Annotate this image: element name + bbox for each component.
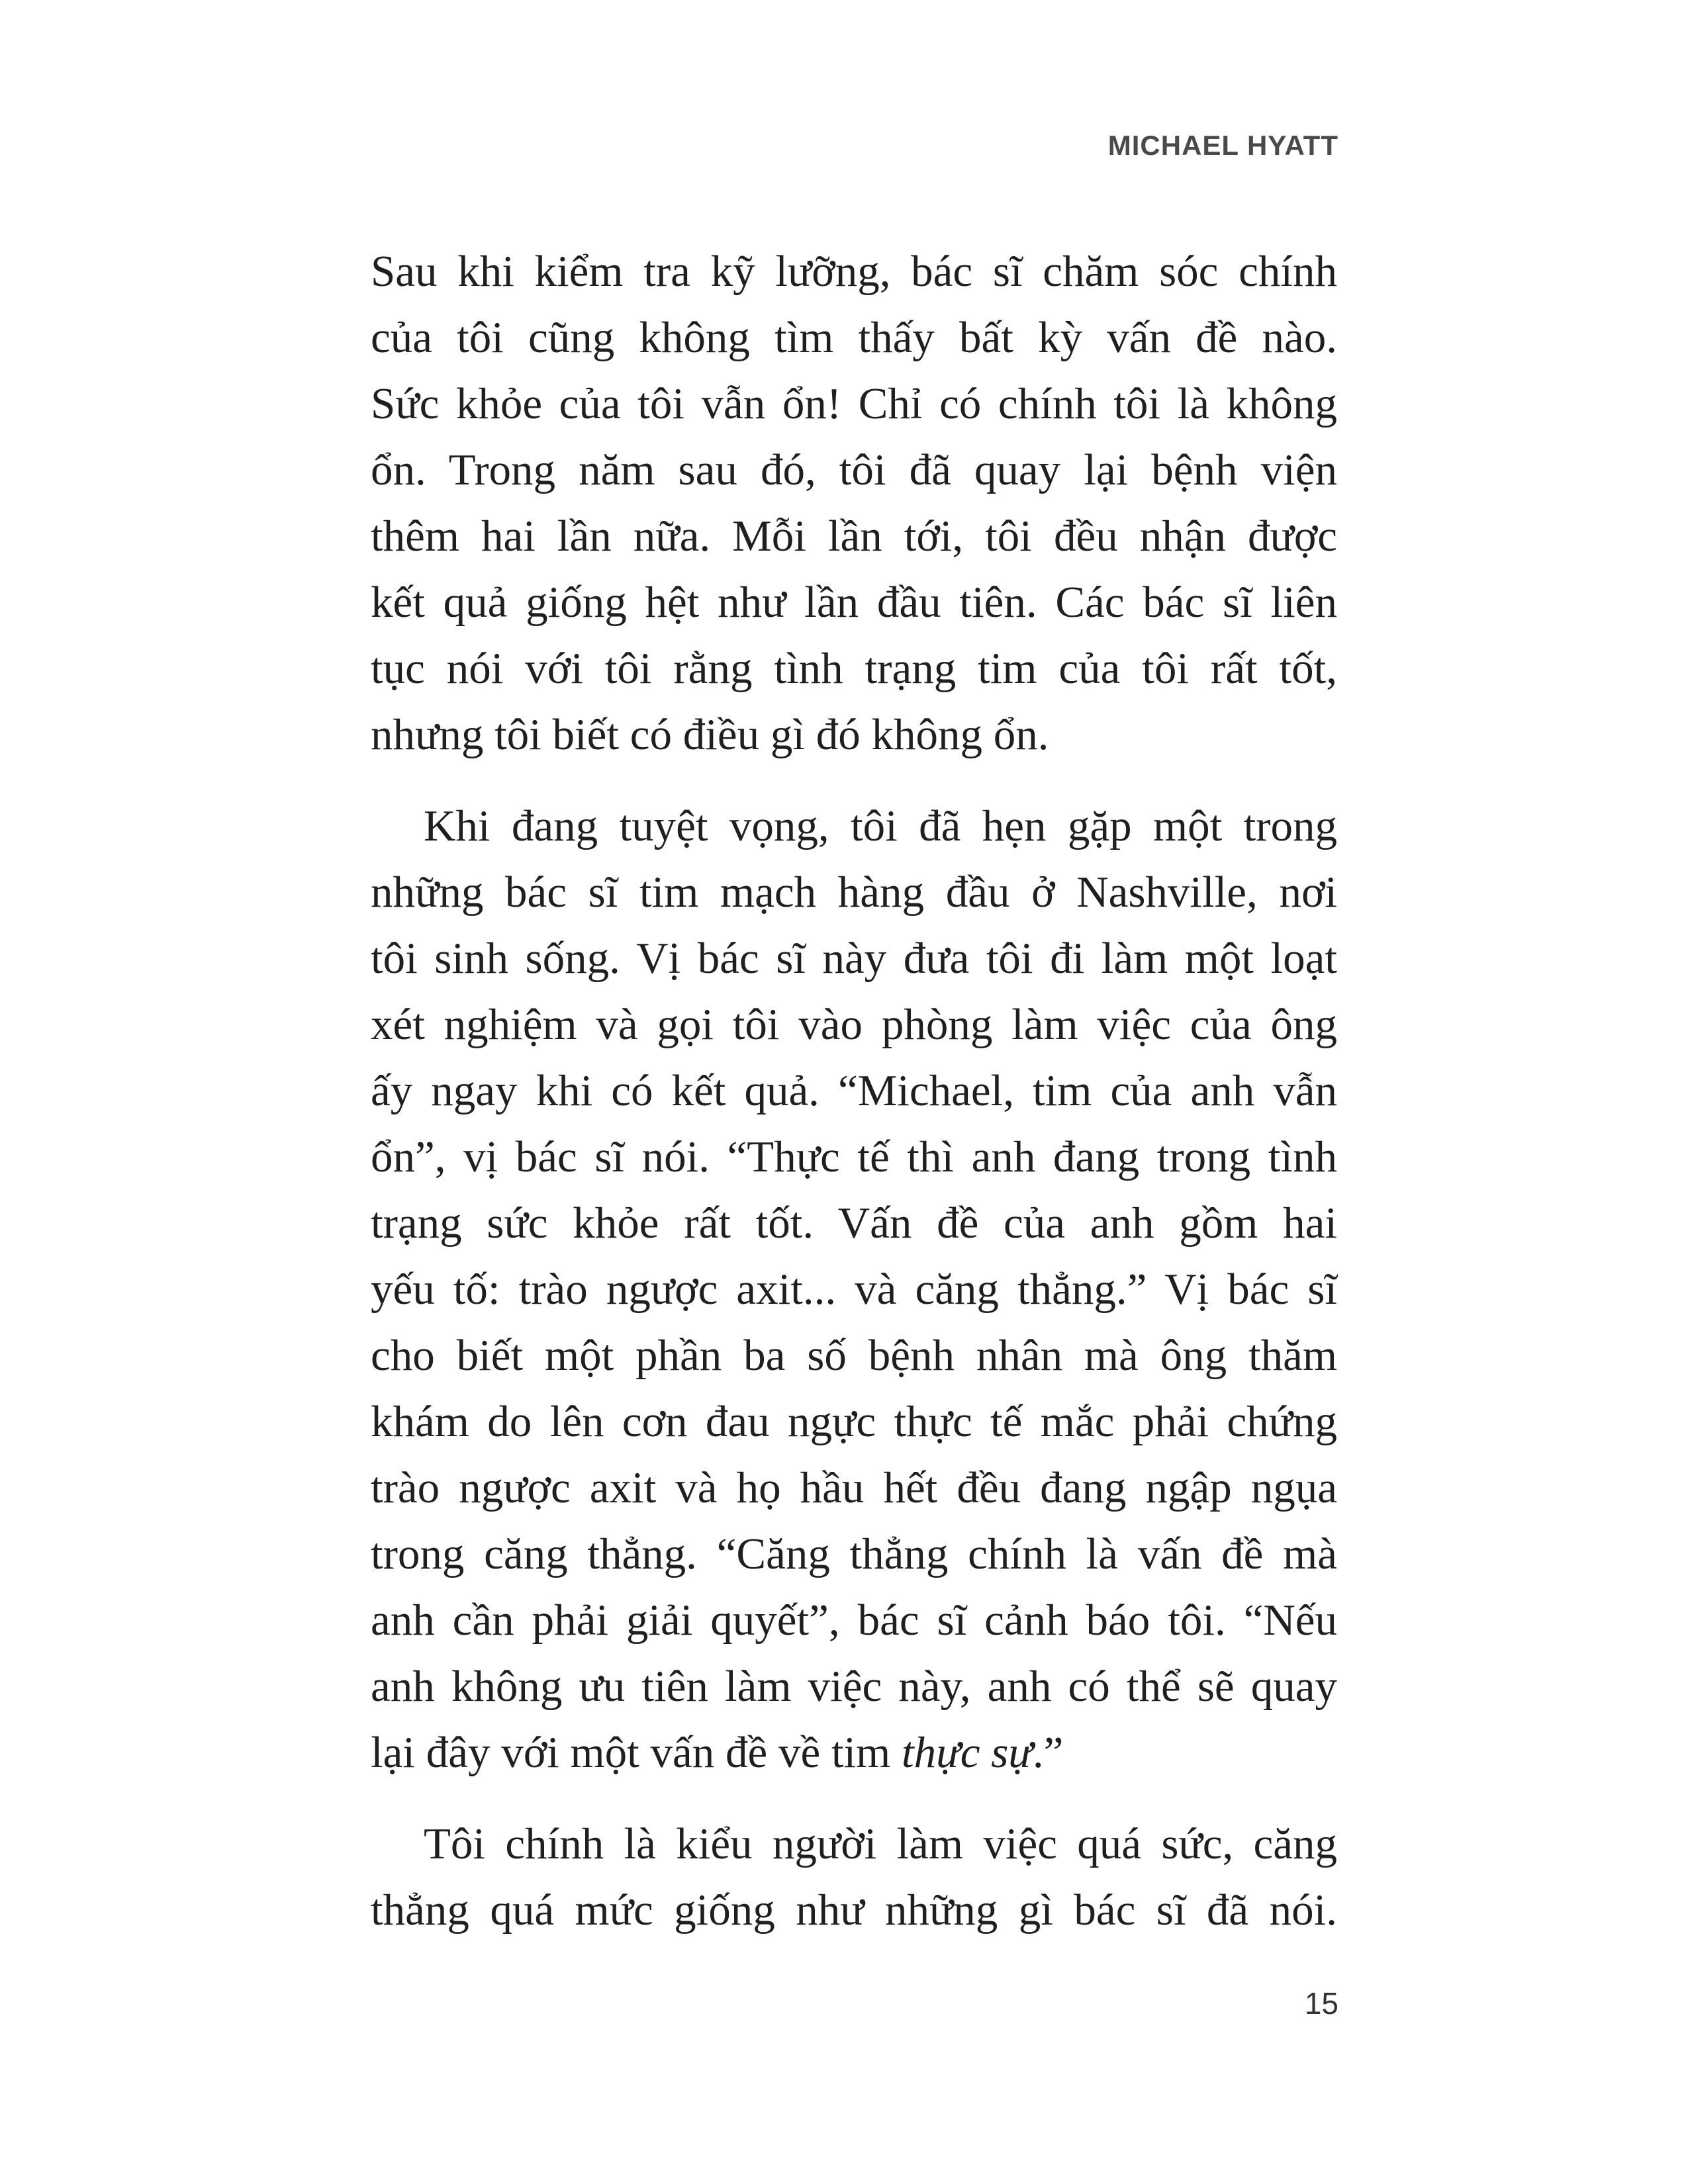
text-line: anh cần phải giải quyết”, bác sĩ cảnh báo tôi. “Nếu [371, 1596, 1337, 1645]
text-line: ổn. Trong năm sau đó, tôi đã quay lại bệnh viện [371, 445, 1337, 494]
text-line: Tôi chính là kiểu người làm việc quá sức, căng [424, 1819, 1337, 1868]
paragraph-2 [371, 793, 1337, 1786]
text-line: thẳng quá mức giống như những gì bác sĩ đã nói. [371, 1886, 1337, 1934]
text-line: ổn”, vị bác sĩ nói. “Thực tế thì anh đang trong tình [371, 1132, 1337, 1181]
text-line-with-emphasis [371, 1719, 1337, 1786]
body-text [371, 238, 1337, 1943]
text-line: những bác sĩ tim mạch hàng đầu ở Nashville, nơi [371, 868, 1337, 917]
text-line: ấy ngay khi có kết quả. “Michael, tim của anh vẫn [371, 1066, 1337, 1115]
text-line: anh không ưu tiên làm việc này, anh có thể sẽ quay [371, 1662, 1337, 1711]
text-line: trào ngược axit và họ hầu hết đều đang ngập ngụa [371, 1463, 1337, 1512]
text-line: Sức khỏe của tôi vẫn ổn! Chỉ có chính tôi là không [371, 379, 1337, 428]
text-line: khám do lên cơn đau ngực thực tế mắc phải chứng [371, 1397, 1337, 1446]
running-header-author: MICHAEL HYATT [1107, 130, 1338, 161]
text-line: xét nghiệm và gọi tôi vào phòng làm việc của ông [371, 1000, 1337, 1049]
text-line: tôi sinh sống. Vị bác sĩ này đưa tôi đi làm một loạt [371, 934, 1337, 983]
text-line: trạng sức khỏe rất tốt. Vấn đề của anh gồm hai [371, 1199, 1337, 1248]
italic-emphasis: thực sự [902, 1728, 1033, 1777]
paragraph-1 [371, 238, 1337, 768]
text-line: yếu tố: trào ngược axit... và căng thẳng.” Vị bác sĩ [371, 1265, 1337, 1314]
text-line: thêm hai lần nữa. Mỗi lần tới, tôi đều nhận được [371, 512, 1337, 561]
text-segment: .” [1032, 1728, 1064, 1777]
text-segment: lại đây với một vấn đề về tim [371, 1728, 902, 1777]
page-number: 15 [1304, 1986, 1338, 2021]
text-line: của tôi cũng không tìm thấy bất kỳ vấn đề nào. [371, 313, 1337, 362]
text-line: nhưng tôi biết có điều gì đó không ổn. [371, 710, 1049, 759]
text-line: kết quả giống hệt như lần đầu tiên. Các bác sĩ liên [371, 578, 1337, 627]
text-line: cho biết một phần ba số bệnh nhân mà ông thăm [371, 1331, 1337, 1380]
paragraph-3 [371, 1811, 1337, 1943]
text-line: trong căng thẳng. “Căng thẳng chính là vấn đề mà [371, 1529, 1337, 1578]
text-line: tục nói với tôi rằng tình trạng tim của tôi rất tốt, [371, 644, 1337, 693]
text-line: Khi đang tuyệt vọng, tôi đã hẹn gặp một trong [424, 801, 1337, 850]
text-line: Sau khi kiểm tra kỹ lưỡng, bác sĩ chăm sóc chính [371, 247, 1337, 296]
